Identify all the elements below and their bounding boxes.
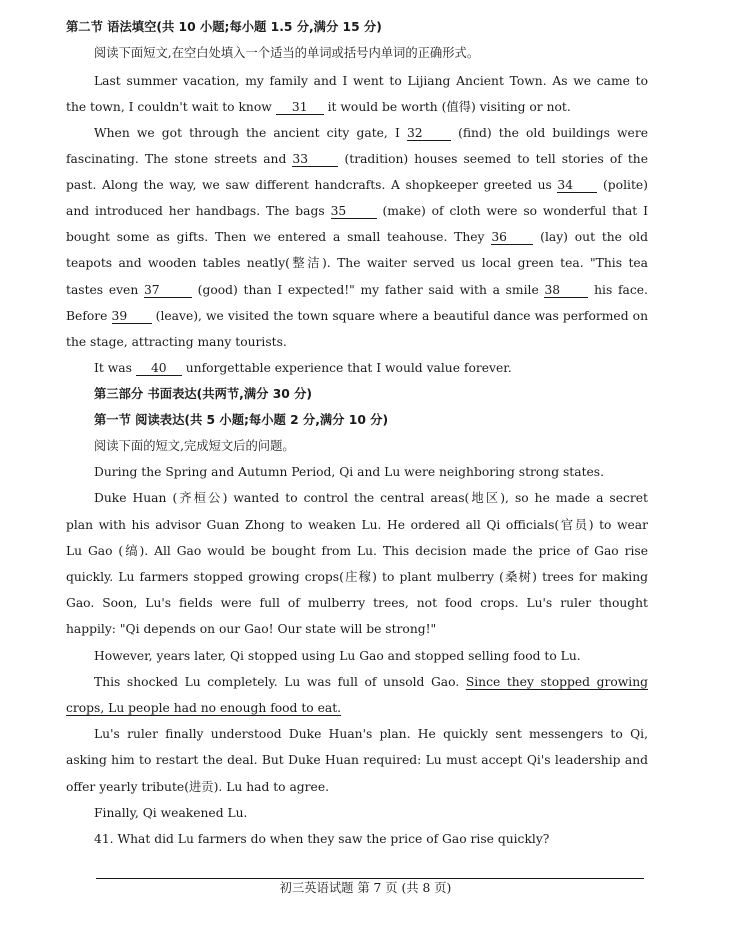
passage2-line-4: Lu Gao (缟). All Gao would be bought from Lu. This decision made the price of Gao rise	[66, 544, 648, 558]
blank-31[interactable]: 31	[276, 101, 324, 115]
page-footer: 初三英语试题 第 7 页 (共 8 页)	[279, 881, 452, 895]
passage2-line-9: This shocked Lu completely. Lu was full of unsold Gao. Since they stopped growing	[94, 675, 648, 689]
passage1-line-10: Before 39 (leave), we visited the town square where a beautiful dance was performed on	[66, 309, 648, 323]
underlined-sentence-part1: Since they stopped growing	[465, 675, 648, 689]
passage2-line-7: happily: "Qi depends on our Gao! Our state will be strong!"	[66, 622, 437, 636]
blank-40[interactable]: 40	[136, 362, 182, 376]
blank-36[interactable]: 36	[491, 231, 533, 245]
passage1-line-3: When we got through the ancient city gate, I 32 (find) the old buildings were	[94, 126, 648, 140]
passage2-line-14: Finally, Qi weakened Lu.	[94, 806, 248, 820]
passage2-line-11: Lu's ruler finally understood Duke Huan's plan. He quickly sent messengers to Qi,	[94, 727, 648, 741]
passage1-line-2: the town, I couldn't wait to know 31 it would be worth (值得) visiting or not.	[66, 100, 571, 114]
underlined-sentence-part2: crops, Lu people had no enough food to eat.	[66, 701, 342, 715]
blank-34[interactable]: 34	[557, 179, 597, 193]
blank-37[interactable]: 37	[144, 284, 192, 298]
passage1-line-8: teapots and wooden tables neatly(整洁). The waiter served us local green tea. "This tea	[66, 256, 648, 270]
passage1-line-1: Last summer vacation, my family and I went to Lijiang Ancient Town. As we came to	[94, 74, 648, 88]
passage1-line-12: It was 40 unforgettable experience that I would value forever.	[94, 361, 512, 375]
blank-33[interactable]: 33	[292, 153, 338, 167]
passage2-line-2: Duke Huan (齐桓公) wanted to control the central areas(地区), so he made a secret	[94, 491, 648, 505]
section2-heading: 第二节 语法填空(共 10 小题;每小题 1.5 分,满分 15 分)	[66, 20, 382, 34]
passage1-line-5: past. Along the way, we saw different handcrafts. A shopkeeper greeted us 34 (polite)	[66, 178, 648, 192]
passage2-line-1: During the Spring and Autumn Period, Qi and Lu were neighboring strong states.	[94, 465, 605, 479]
passage1-line-6: and introduced her handbags. The bags 35 (make) of cloth were so wonderful that I	[66, 204, 648, 218]
passage2-line-3: plan with his advisor Guan Zhong to weaken Lu. He ordered all Qi officials(官员) to wear	[66, 518, 648, 532]
part3-instruction: 阅读下面的短文,完成短文后的问题。	[94, 439, 295, 453]
section2-instruction: 阅读下面短文,在空白处填入一个适当的单词或括号内单词的正确形式。	[94, 46, 480, 60]
section1-heading: 第一节 阅读表达(共 5 小题;每小题 2 分,满分 10 分)	[94, 413, 389, 427]
blank-38[interactable]: 38	[544, 284, 588, 298]
passage1-line-7: bought some as gifts. Then we entered a small teahouse. They 36 (lay) out the old	[66, 230, 648, 244]
answer-line[interactable]	[96, 878, 644, 879]
blank-39[interactable]: 39	[112, 310, 152, 324]
blank-35[interactable]: 35	[331, 205, 377, 219]
passage1-line-9: tastes even 37 (good) than I expected!" my father said with a smile 38 his face.	[66, 283, 648, 297]
blank-32[interactable]: 32	[407, 127, 451, 141]
passage2-line-10	[66, 700, 648, 716]
question-41: 41. What did Lu farmers do when they saw the price of Gao rise quickly?	[94, 832, 550, 846]
passage1-line-11: the stage, attracting many tourists.	[66, 335, 287, 349]
passage2-line-6: Gao. Soon, Lu's fields were full of mulberry trees, not food crops. Lu's ruler thought	[66, 596, 648, 610]
passage1-line-4: fascinating. The stone streets and 33 (tradition) houses seemed to tell stories of the	[66, 152, 648, 166]
passage2-line-12: asking him to restart the deal. But Duke Huan required: Lu must accept Qi's leadership and	[66, 753, 648, 767]
passage2-line-13: offer yearly tribute(进贡). Lu had to agree.	[66, 780, 330, 794]
passage2-line-8: However, years later, Qi stopped using Lu Gao and stopped selling food to Lu.	[94, 649, 581, 663]
part3-heading: 第三部分 书面表达(共两节,满分 30 分)	[94, 387, 313, 401]
passage2-line-5: quickly. Lu farmers stopped growing crops(庄稼) to plant mulberry (桑树) trees for making	[66, 570, 648, 584]
